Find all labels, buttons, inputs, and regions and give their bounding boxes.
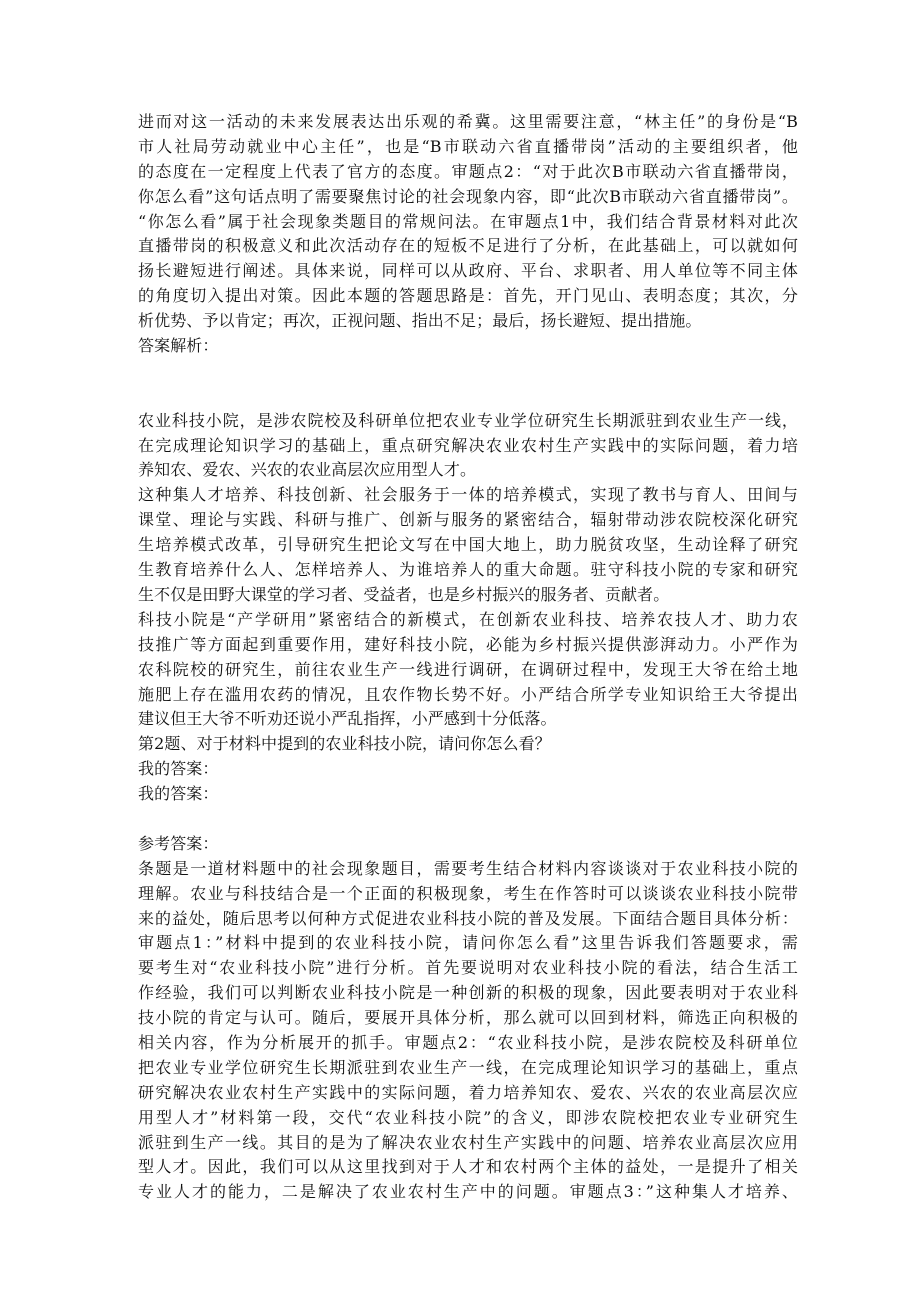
- text-line: 研究解决农业农村生产实践中的实际问题，着力培养知农、爱农、兴农的农业高层次应: [138, 1082, 798, 1102]
- text-line: 农业科技小院，是涉农院校及科研单位把农业专业学位研究生长期派驻到农业生产一线，: [138, 410, 798, 430]
- analysis-continuation: [138, 110, 798, 359]
- document-page: [138, 110, 798, 1205]
- text-line: 建议但王大爷不听劝还说小严乱指挥，小严感到十分低落。: [138, 709, 557, 729]
- material-paragraph-1: [138, 409, 798, 484]
- text-line: 的角度切入提出对策。因此本题的答题思路是：首先，开门见山、表明态度；其次，分: [138, 286, 798, 306]
- question-title: 第2题、对于材料中提到的农业科技小院，请问你怎么看？: [138, 734, 551, 754]
- text-line: 来的益处，随后思考以何种方式促进农业科技小院的普及发展。下面结合题目具体分析：: [138, 908, 798, 928]
- text-line: 这种集人才培养、科技创新、社会服务于一体的培养模式，实现了教书与育人、田间与: [138, 485, 798, 505]
- text-line: 技小院的肯定与认可。随后，要展开具体分析，那么就可以回到材料，筛选正向积极的: [138, 1008, 798, 1028]
- text-line: 科技小院是“产学研用”紧密结合的新模式，在创新农业科技、培养农技人才、助力农: [138, 609, 798, 629]
- material-paragraph-2: [138, 483, 798, 607]
- text-line: 你怎么看”这句话点明了需要聚焦讨论的社会现象内容，即“此次B市联动六省直播带岗”。: [138, 186, 798, 206]
- text-line: 审题点1：”材料中提到的农业科技小院，请问你怎么看”这里告诉我们答题要求，需: [138, 933, 798, 953]
- text-line: 扬长避短进行阐述。具体来说，同样可以从政府、平台、求职者、用人单位等不同主体: [138, 261, 798, 281]
- text-line: 生培养模式改革，引导研究生把论文写在中国大地上，助力脱贫攻坚，生动诠释了研究: [138, 535, 798, 555]
- text-line: 课堂、理论与实践、科研与推广、创新与服务的紧密结合，辐射带动涉农院校深化研究: [138, 510, 798, 530]
- text-line: 的态度在一定程度上代表了官方的态度。审题点2：“对于此次B市联动六省直播带岗，: [138, 161, 798, 181]
- text-line: 养知农、爱农、兴农的农业高层次应用型人才。: [138, 460, 477, 480]
- text-line: 理解。农业与科技结合是一个正面的积极现象，考生在作答时可以谈谈农业科技小院带: [138, 883, 798, 903]
- text-line: 用型人才”材料第一段，交代“农业科技小院”的含义，即涉农院校把农业专业研究生: [138, 1107, 798, 1127]
- text-line: 生教育培养什么人、怎样培养人、为谁培养人的重大命题。驻守科技小院的专家和研究: [138, 560, 798, 580]
- text-line: 农科院校的研究生，前往农业生产一线进行调研，在调研过程中，发现王大爷在给土地: [138, 659, 798, 679]
- text-line: “你怎么看”属于社会现象类题目的常规问法。在审题点1中，我们结合背景材料对此次: [138, 211, 798, 231]
- text-line: 生不仅是田野大课堂的学习者、受益者，也是乡村振兴的服务者、贡献者。: [138, 584, 670, 604]
- text-line: 要考生对“农业科技小院”进行分析。首先要说明对农业科技小院的看法，结合生活工: [138, 958, 798, 978]
- reference-answer-label: 参考答案：: [138, 833, 219, 853]
- my-answer-label: 我的答案：: [138, 759, 219, 779]
- text-line: 市人社局劳动就业中心主任”，也是“B市联动六省直播带岗”活动的主要组织者，他: [138, 136, 798, 156]
- answer-analysis-label: 答案解析：: [138, 336, 219, 356]
- text-line: 把农业专业学位研究生长期派驻到农业生产一线，在完成理论知识学习的基础上，重点: [138, 1057, 798, 1077]
- text-line: 析优势、予以肯定；再次，正视问题、指出不足；最后，扬长避短、提出措施。: [138, 311, 702, 331]
- text-line: 派驻到生产一线。其目的是为了解决农业农村生产实践中的问题、培养农业高层次应用: [138, 1132, 798, 1152]
- text-line: 相关内容，作为分析展开的抓手。审题点2：“农业科技小院，是涉农院校及科研单位: [138, 1032, 798, 1052]
- text-line: 条题是一道材料题中的社会现象题目，需要考生结合材料内容谈谈对于农业科技小院的: [138, 858, 798, 878]
- question-block: [138, 732, 798, 807]
- text-line: 施肥上存在滥用农药的情况，且农作物长势不好。小严结合所学专业知识给王大爷提出: [138, 684, 798, 704]
- text-line: 进而对这一活动的未来发展表达出乐观的希冀。这里需要注意，“林主任”的身份是“B: [138, 112, 798, 131]
- my-answer-label: 我的答案：: [138, 784, 219, 804]
- spacer: [138, 359, 798, 409]
- material-paragraph-3: [138, 608, 798, 732]
- text-line: 作经验，我们可以判断农业科技小院是一种创新的积极的现象，因此要表明对于农业科: [138, 983, 798, 1003]
- text-line: 直播带岗的积极意义和此次活动存在的短板不足进行了分析，在此基础上，可以就如何: [138, 236, 798, 256]
- text-line: 技推广等方面起到重要作用，建好科技小院，必能为乡村振兴提供澎湃动力。小严作为: [138, 634, 798, 654]
- spacer: [138, 807, 798, 832]
- text-line: 在完成理论知识学习的基础上，重点研究解决农业农村生产实践中的实际问题，着力培: [138, 435, 798, 455]
- reference-answer: [138, 832, 798, 1205]
- text-line: 型人才。因此，我们可以从这里找到对于人才和农村两个主体的益处，一是提升了相关: [138, 1157, 798, 1177]
- text-line: 专业人才的能力，二是解决了农业农村生产中的问题。审题点3：”这种集人才培养、: [138, 1182, 798, 1202]
